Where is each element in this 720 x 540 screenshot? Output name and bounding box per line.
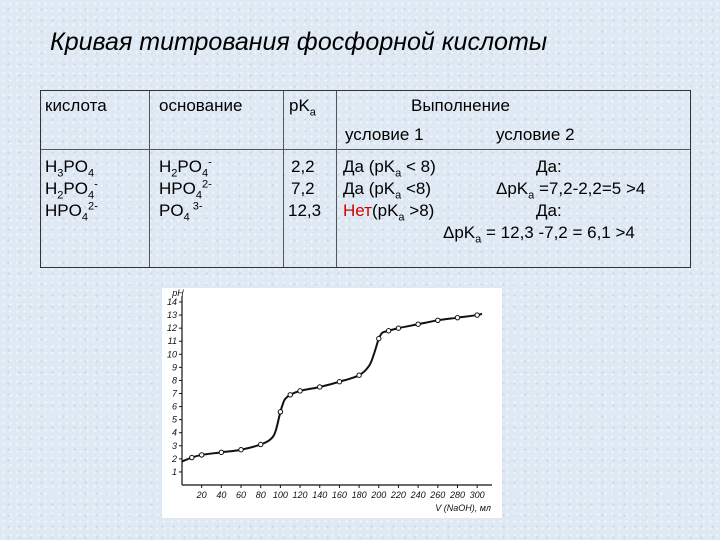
x-tick-label: 180 — [351, 490, 367, 500]
y-tick-label: 2 — [171, 453, 177, 464]
x-tick-label: 200 — [371, 490, 387, 500]
col-divider — [283, 91, 284, 267]
data-point — [259, 442, 263, 446]
x-tick-label: 80 — [255, 490, 266, 500]
chart-svg — [162, 288, 502, 518]
cond2-cell: Да: — [536, 201, 562, 220]
titration-curve-chart — [162, 288, 502, 518]
y-tick-label: 4 — [171, 427, 177, 438]
y-tick-label: 12 — [166, 323, 177, 334]
cond1-cell: Да $(pK_a < 8)$ — [343, 157, 436, 180]
data-point — [278, 410, 282, 414]
acid-cell: $HPO_4^{2-}$ — [45, 200, 98, 224]
data-point — [416, 322, 420, 326]
y-tick-label: 8 — [171, 375, 177, 386]
header-fulfillment: Выполнение — [411, 96, 510, 115]
cond1-cell: Да $(pK_a <8)$ — [343, 179, 432, 202]
data-point — [318, 385, 322, 389]
y-tick-label: 9 — [171, 362, 177, 373]
acid-cell: $H_2PO_4^-$ — [45, 178, 98, 202]
data-point — [386, 329, 390, 333]
header-acid: кислота — [45, 96, 107, 115]
x-axis-label: V (NaOH), мл — [435, 503, 491, 513]
data-point — [337, 380, 341, 384]
x-tick-label: 120 — [292, 490, 308, 500]
base-cell: $PO_4$ $^{3-}$ — [159, 200, 203, 224]
data-point — [239, 448, 243, 452]
data-point — [288, 393, 292, 397]
x-tick-label: 260 — [430, 490, 446, 500]
data-point — [298, 389, 302, 393]
y-axis-label: pH — [172, 288, 184, 298]
x-tick-label: 20 — [196, 490, 207, 500]
x-tick-label: 240 — [410, 490, 426, 500]
data-point — [436, 318, 440, 322]
cond2-cell: ΔpK$_a$ =7,2-2,2=5 >4 — [496, 179, 646, 202]
header-base: основание — [159, 96, 243, 115]
col-divider — [149, 91, 150, 267]
y-tick-label: 5 — [171, 414, 177, 425]
data-point — [396, 326, 400, 330]
col-divider — [336, 91, 337, 267]
header-cond1: условие 1 — [345, 125, 424, 144]
header-cond2: условие 2 — [496, 125, 575, 144]
data-point — [455, 315, 459, 319]
y-tick-label: 6 — [171, 401, 177, 412]
base-cell: $H_2PO_4^-$ — [159, 156, 212, 180]
x-tick-label: 300 — [469, 490, 485, 500]
data-point — [357, 373, 361, 377]
cond2-cell: ΔpK$_a$ = 12,3 -7,2 = 6,1 >4 — [443, 223, 635, 246]
data-point — [475, 313, 479, 317]
titration-table — [40, 90, 691, 268]
row-divider — [41, 149, 690, 150]
x-tick-label: 160 — [331, 490, 347, 500]
header-pka: $pK_a$ — [289, 96, 316, 119]
acid-cell: $H_3PO_4$ — [45, 157, 95, 180]
x-tick-label: 280 — [449, 490, 465, 500]
pka-cell: 7,2 — [291, 179, 315, 198]
titration-curve — [182, 314, 482, 462]
cond2-cell: Да: — [536, 157, 562, 176]
pka-cell: 2,2 — [291, 157, 315, 176]
x-tick-label: 100 — [272, 490, 288, 500]
y-tick-label: 7 — [171, 388, 177, 399]
x-tick-label: 220 — [390, 490, 406, 500]
y-tick-label: 11 — [167, 336, 177, 347]
y-tick-label: 14 — [166, 297, 177, 307]
x-tick-label: 60 — [236, 490, 247, 500]
y-tick-label: 13 — [166, 310, 177, 321]
data-point — [190, 455, 194, 459]
y-tick-label: 3 — [171, 440, 177, 451]
slide-title: Кривая титрования фосфорной кислоты — [50, 28, 548, 56]
x-tick-label: 40 — [216, 490, 227, 500]
pka-cell: 12,3 — [288, 201, 322, 220]
cond1-cell: $Нет(pK_a >8)$ — [343, 201, 435, 224]
y-tick-label: 1 — [171, 466, 177, 477]
data-point — [377, 336, 381, 340]
base-cell: $HPO_4^{2-}$ — [159, 178, 212, 202]
data-point — [219, 450, 223, 454]
x-tick-label: 140 — [312, 490, 328, 500]
data-point — [199, 453, 203, 457]
y-tick-label: 10 — [166, 349, 177, 360]
